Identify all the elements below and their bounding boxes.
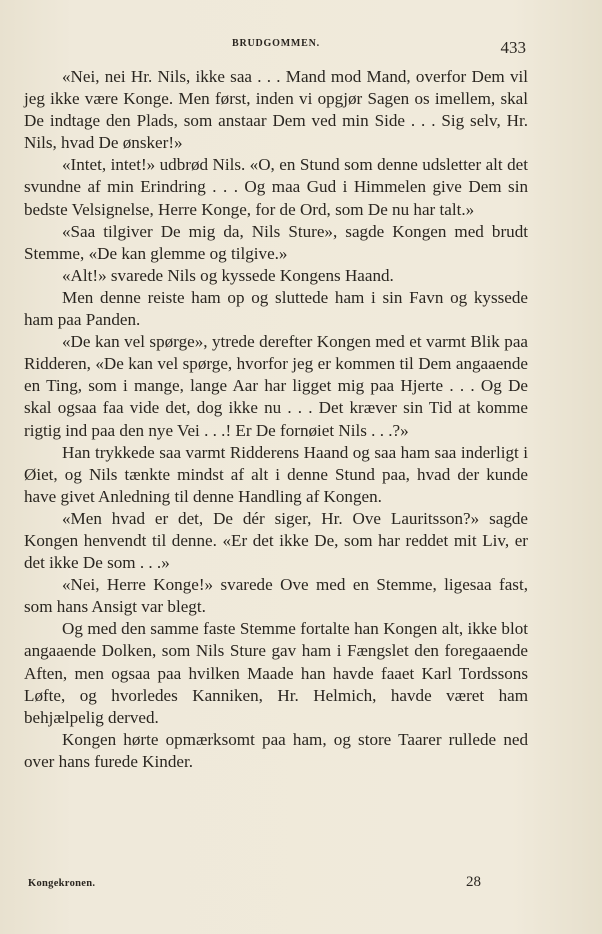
signature-title: Kongekronen.: [28, 878, 96, 889]
paragraph: «Alt!» svarede Nils og kyssede Kongens Haand.: [62, 265, 394, 285]
paragraph: «Men hvad er det, De dér siger, Hr. Ove Lauritsson?» sagde Kongen henvendt til denne. «Er det ikke De, som har reddet mit Liv, er det ikke De som . . .»: [24, 508, 528, 573]
paragraph: «De kan vel spørge», ytrede derefter Kongen med et varmt Blik paa Ridderen, «De kan vel spørge, hvorfor jeg er kommen til Dem angaaende en Ting, som i mange, lange Aar har ligget mig paa Hjerte . . . Og De skal ogsaa faa vide det, dog ikke nu . . . Det kræver sin Tid at komme rigtig ind paa den nye Vei . . .! Er De fornøiet Nils . . .?»: [24, 332, 528, 440]
signature-number: 28: [466, 874, 481, 890]
body-text: [24, 66, 528, 773]
paragraph: Kongen hørte opmærksomt paa ham, og store Taarer rullede ned over hans furede Kinder.: [24, 729, 528, 771]
paragraph: «Nei, nei Hr. Nils, ikke saa . . . Mand mod Mand, overfor Dem vil jeg ikke være Konge. Men først, inden vi opgjør Sagen os imellem, skal De indtage den Plads, som anstaar Dem ved min Side . . . Sig selv, Hr. Nils, hvad De ønsker!»: [24, 67, 528, 153]
paragraph: Og med den samme faste Stemme fortalte han Kongen alt, ikke blot angaaende Dolken, som Nils Sture gav ham i Fængslet den foregaaende Aften, men ogsaa paa hvilken Maade han havde faaet Karl Tordssons Løfte, og hvorledes Kanniken, Hr. Helmich, havde været ham behjælpelig derved.: [24, 619, 528, 727]
paragraph: Men denne reiste ham op og sluttede ham i sin Favn og kyssede ham paa Panden.: [24, 287, 528, 330]
paragraph: «Nei, Herre Konge!» svarede Ove med en Stemme, ligesaa fast, som hans Ansigt var blegt.: [24, 575, 528, 617]
paragraph: «Intet, intet!» udbrød Nils. «O, en Stund som denne udsletter alt det svundne af min Erindring . . . Og maa Gud i Himmelen give Dem sin bedste Velsignelse, Herre Konge, for de Ord, som De nu har talt.»: [24, 155, 528, 219]
page-number: 433: [500, 38, 526, 57]
paragraph: Han trykkede saa varmt Ridderens Haand og saa ham saa inderligt i Øiet, og Nils tænkte mindst af alt i denne Stund paa, hvad der kunde have givet Anledning til denne Handling af Kongen.: [24, 442, 528, 506]
running-title: BRUDGOMMEN.: [232, 38, 320, 49]
paragraph: «Saa tilgiver De mig da, Nils Sture», sagde Kongen med brudt Stemme, «De kan glemme og tilgive.»: [24, 221, 528, 263]
